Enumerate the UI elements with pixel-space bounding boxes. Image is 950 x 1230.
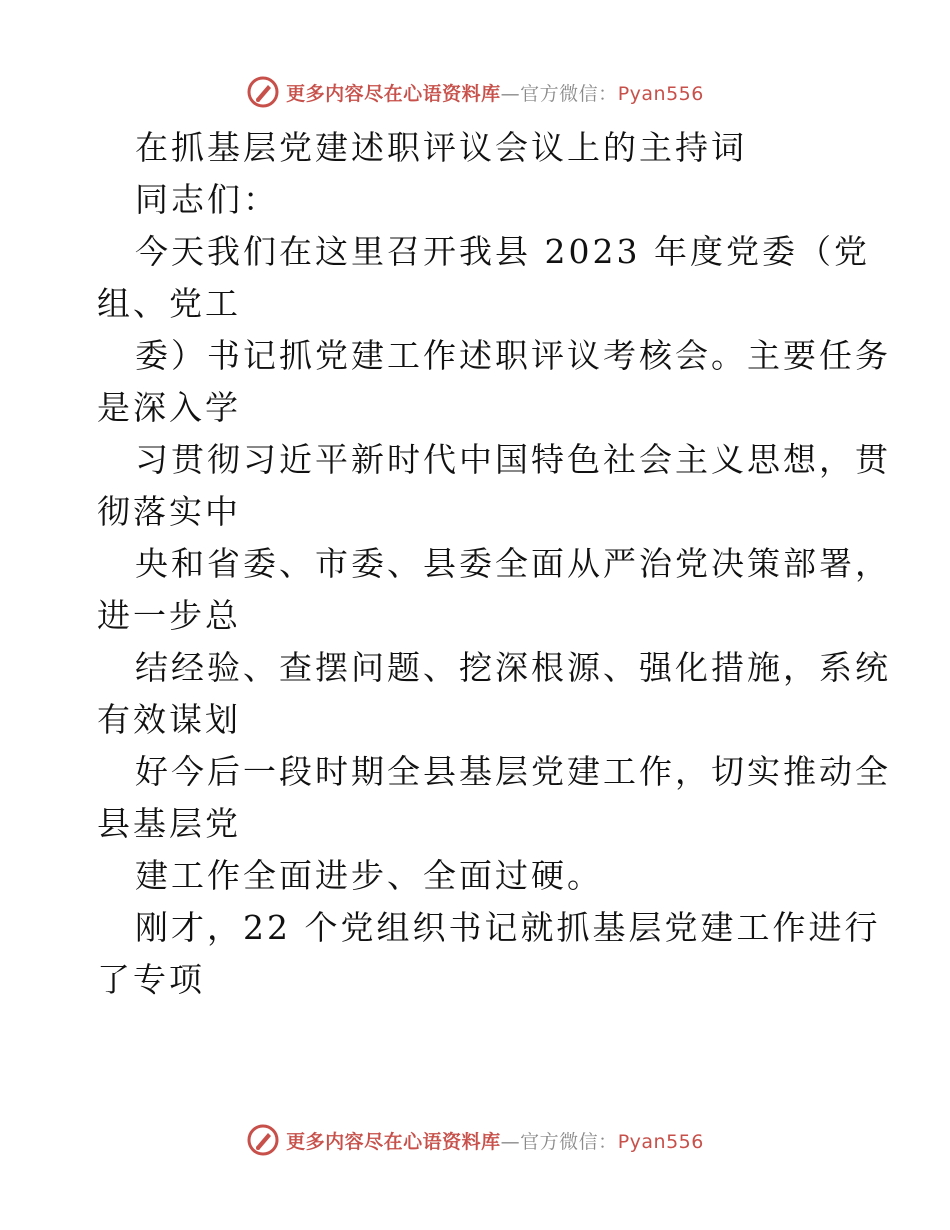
watermark-wechat-label: 官方微信： [520, 82, 618, 105]
watermark-brand: 更多内容尽在心语资料库 [286, 1130, 501, 1153]
watermark-brand: 更多内容尽在心语资料库 [286, 82, 501, 105]
header-watermark [0, 72, 950, 112]
text-line: 进一步总 [97, 596, 241, 635]
text-line: 同志们： [135, 180, 279, 219]
text-line: 彻落实中 [97, 492, 241, 531]
watermark-separator: — [500, 82, 521, 105]
text-line: 今天我们在这里召开我县 2023 年度党委（党 [135, 232, 870, 271]
text-line: 央和省委、市委、县委全面从严治党决策部署， [135, 544, 891, 583]
text-line: 结经验、查摆问题、挖深根源、强化措施，系统 [135, 648, 891, 687]
text-line: 好今后一段时期全县基层党建工作，切实推动全 [135, 752, 891, 791]
document-body [97, 122, 891, 1006]
watermark-text [286, 1127, 704, 1154]
watermark-text [286, 79, 704, 106]
text-line: 在抓基层党建述职评议会议上的主持词 [135, 128, 747, 167]
text-line: 组、党工 [97, 284, 241, 323]
text-line: 有效谋划 [97, 700, 241, 739]
text-line: 习贯彻习近平新时代中国特色社会主义思想，贯 [135, 440, 891, 479]
pen-nib-logo-icon [246, 1123, 280, 1157]
pen-nib-logo-icon [246, 75, 280, 109]
text-line: 是深入学 [97, 388, 241, 427]
text-line: 了专项 [97, 960, 205, 999]
text-line: 委）书记抓党建工作述职评议考核会。主要任务 [135, 336, 891, 375]
text-line: 建工作全面进步、全面过硬。 [135, 856, 603, 895]
footer-watermark [0, 1120, 950, 1160]
watermark-wechat-id: Pyan556 [617, 82, 704, 105]
text-line: 县基层党 [97, 804, 241, 843]
watermark-wechat-id: Pyan556 [617, 1130, 704, 1153]
text-line: 刚才，22 个党组织书记就抓基层党建工作进行 [135, 908, 881, 947]
watermark-separator: — [500, 1130, 521, 1153]
watermark-wechat-label: 官方微信： [520, 1130, 618, 1153]
